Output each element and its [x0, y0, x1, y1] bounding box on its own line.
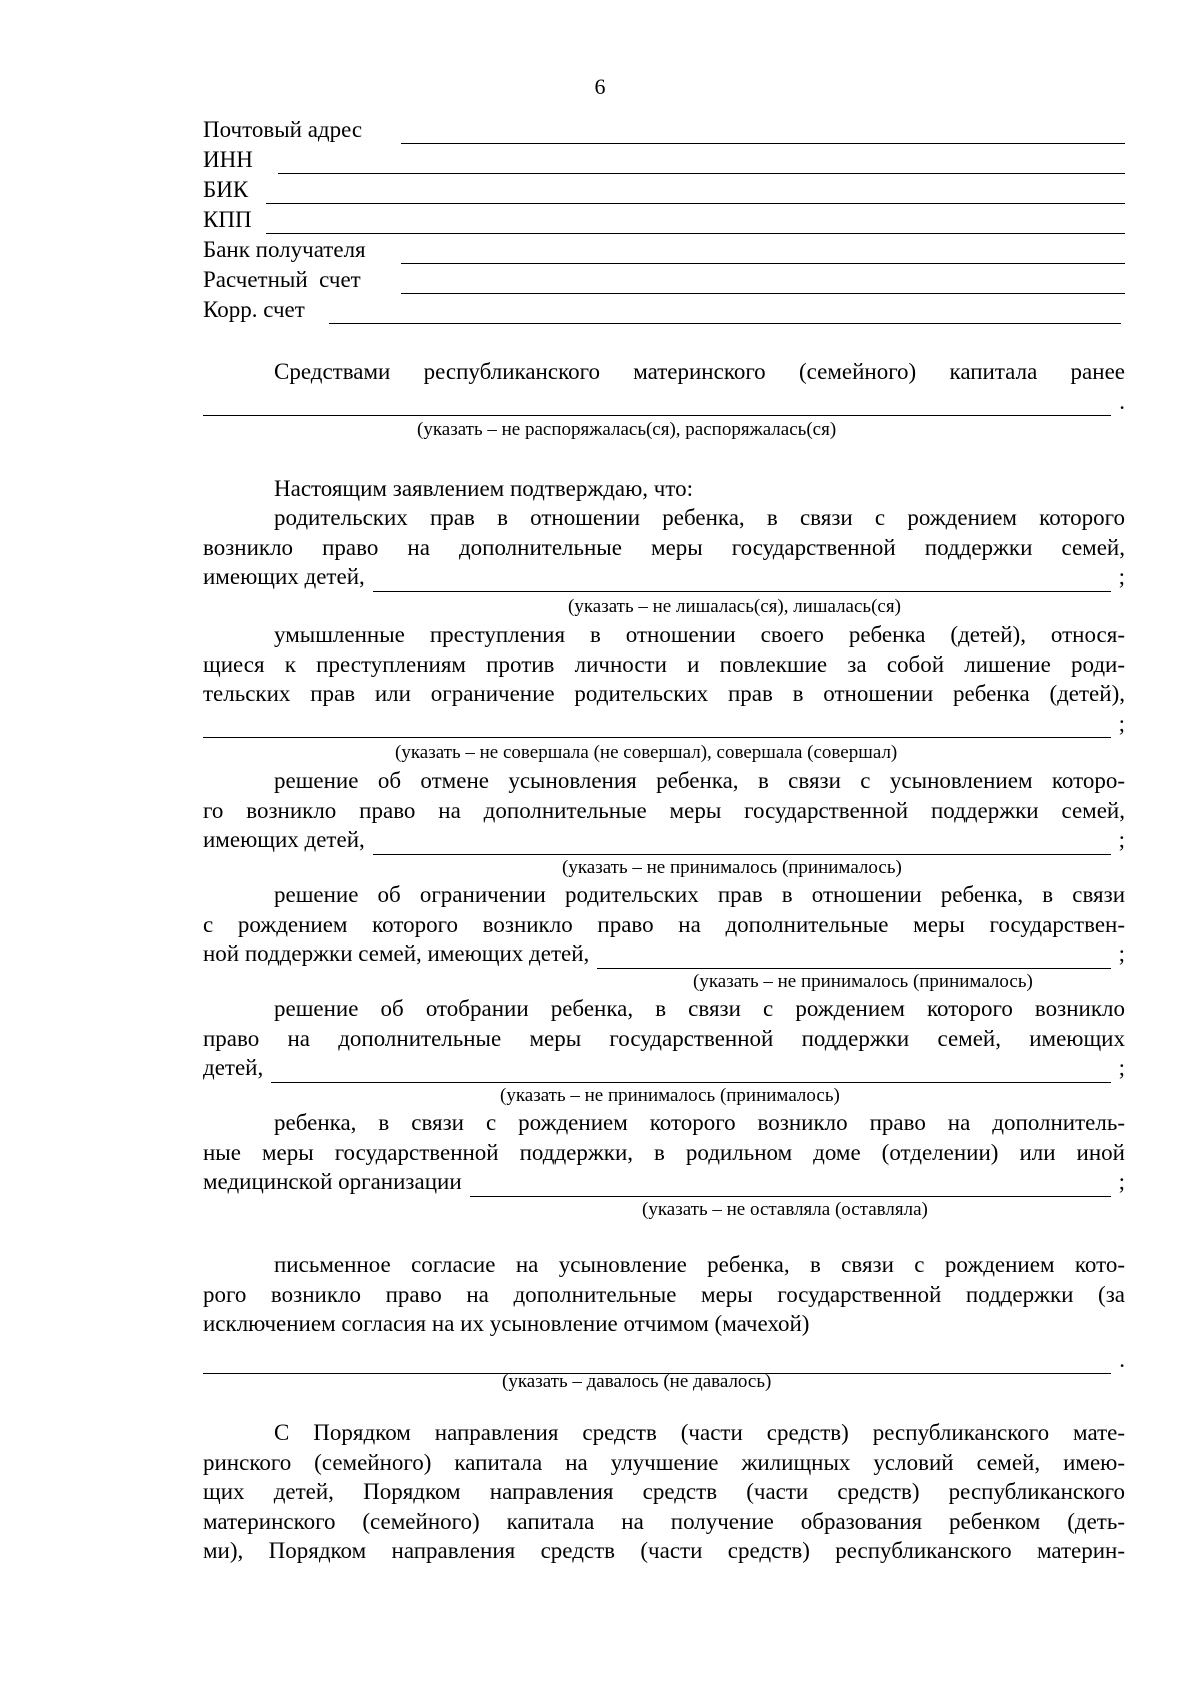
paragraph-line: право на дополнительные меры государственной поддержки семей, имеющих	[203, 1025, 1125, 1051]
line-end-mark: ;	[1118, 710, 1125, 736]
paragraph-line: ные меры государственной поддержки, в родильном доме (отделении) или иной	[203, 1139, 1125, 1165]
item-adoption-cancel	[203, 766, 1125, 855]
paragraph-line: детей,	[203, 1055, 264, 1080]
item-crimes	[203, 620, 1125, 738]
paragraph-line: ребенка, в связи с рождением которого возникло право на дополнитель-	[274, 1110, 1125, 1135]
answer-row	[203, 1345, 1125, 1375]
child-removal-answer-line[interactable]	[271, 1061, 1111, 1083]
field-kpp	[203, 206, 1125, 234]
hint-caption: (указать – не распоряжалась(ся), распоряжалась(ся)	[417, 419, 837, 440]
line-end-mark: ;	[1118, 564, 1125, 589]
postal-address-input-line[interactable]	[401, 122, 1125, 144]
line-end-mark: .	[1119, 1346, 1125, 1372]
paragraph-line: решение об отобрании ребенка, в связи с рождением которого возникло	[274, 996, 1125, 1021]
paragraph-line: имеющих детей,	[203, 564, 365, 589]
field-bik	[203, 176, 1125, 204]
paragraph-line: решение об ограничении родительских прав в отношении ребенка, в связи	[274, 882, 1125, 907]
field-label: ИНН	[203, 147, 253, 172]
paragraph-line: исключением согласия на их усыновление отчимом (мачехой)	[203, 1311, 810, 1336]
hint-caption: (указать – не совершала (не совершал), совершала (совершал)	[395, 742, 898, 763]
paragraph-line: умышленные преступления в отношении своего ребенка (детей), относя-	[274, 622, 1125, 647]
line-end-mark: ;	[1118, 1055, 1125, 1080]
final-paragraph	[203, 1418, 1125, 1566]
field-corr-account	[203, 296, 1121, 324]
line-end-mark: .	[1119, 388, 1125, 414]
paragraph-line: с рождением которого возникло право на дополнительные меры государствен-	[203, 911, 1125, 937]
item-child-removal	[203, 994, 1125, 1083]
line-end-mark: ;	[1118, 827, 1125, 852]
answer-row	[203, 825, 1125, 855]
answer-row	[203, 562, 1125, 592]
answer-row	[203, 387, 1125, 417]
paragraph-line: рого возникло право на дополнительные меры государственной поддержки (за	[203, 1281, 1125, 1307]
line-end-mark: ;	[1118, 941, 1125, 966]
hint-caption: (указать – не принималось (принималось)	[562, 857, 902, 878]
paragraph-line: Настоящим заявлением подтверждаю, что:	[274, 476, 694, 501]
paragraph-line: возникло право на дополнительные меры государственной поддержки семей,	[203, 534, 1125, 560]
field-settlement-account	[203, 266, 1125, 294]
maternity-hospital-answer-line[interactable]	[470, 1175, 1111, 1197]
hint-caption: (указать – не принималось (принималось)	[693, 971, 1033, 992]
answer-row	[203, 939, 1125, 969]
confirm-intro	[203, 474, 1125, 504]
answer-row	[203, 1053, 1125, 1083]
paragraph-line: решение об отмене усыновления ребенка, в связи с усыновлением которо-	[274, 768, 1125, 793]
field-label: Корр. счет	[203, 297, 305, 322]
field-inn	[203, 146, 1125, 174]
paragraph-line: Средствами республиканского материнского (семейного) капитала ранее	[274, 359, 1125, 384]
crimes-answer-line[interactable]	[203, 716, 1111, 738]
paragraph-line: щиеся к преступлениям против личности и повлекшие за собой лишение роди-	[203, 651, 1125, 677]
bank-input-line[interactable]	[401, 242, 1125, 264]
answer-row	[203, 1167, 1125, 1197]
capital-paragraph	[203, 357, 1125, 416]
item-adoption-consent	[203, 1250, 1125, 1374]
corr-account-input-line[interactable]	[329, 302, 1121, 324]
paragraph-line: С Порядком направления средств (части средств) республиканского мате-	[274, 1420, 1125, 1445]
field-label: Банк получателя	[203, 237, 366, 262]
paragraph-line: щих детей, Порядком направления средств (части средств) республиканского	[203, 1479, 1125, 1504]
paragraph-line: ми), Порядком направления средств (части средств) республиканского материн-	[203, 1538, 1125, 1563]
page-number: 6	[594, 74, 606, 99]
bik-input-line[interactable]	[266, 182, 1125, 204]
field-bank	[203, 236, 1125, 264]
item-rights-restriction	[203, 880, 1125, 969]
paragraph-line: го возникло право на дополнительные меры государственной поддержки семей,	[203, 797, 1125, 823]
paragraph-line: письменное согласие на усыновление ребенка, в связи с рождением кото-	[274, 1252, 1125, 1277]
field-label: Почтовый адрес	[203, 117, 363, 142]
paragraph-line: ринского (семейного) капитала на улучшение жилищных условий семей, имею-	[203, 1449, 1125, 1475]
field-label: Расчетный счет	[203, 267, 361, 292]
paragraph-line: имеющих детей,	[203, 827, 365, 852]
hint-caption: (указать – не лишалась(ся), лишалась(ся)	[568, 596, 901, 617]
hint-caption: (указать – давалось (не давалось)	[502, 1371, 772, 1392]
field-label: КПП	[203, 207, 252, 232]
hint-caption: (указать – не оставляла (оставляла)	[642, 1199, 928, 1220]
paragraph-line: родительских прав в отношении ребенка, в связи с рождением которого	[274, 505, 1125, 530]
paragraph-line: материнского (семейного) капитала на получение образования ребенком (деть-	[203, 1508, 1125, 1534]
field-label: БИК	[203, 177, 249, 202]
field-postal-address	[203, 116, 1125, 144]
paragraph-line: медицинской организации	[203, 1169, 462, 1194]
paragraph-line: ной поддержки семей, имеющих детей,	[203, 941, 590, 966]
settlement-account-input-line[interactable]	[401, 272, 1125, 294]
item-parental-rights	[203, 503, 1125, 592]
kpp-input-line[interactable]	[266, 212, 1125, 234]
capital-answer-line[interactable]	[203, 394, 1111, 416]
item-maternity-hospital	[203, 1108, 1125, 1197]
adoption-cancel-answer-line[interactable]	[373, 833, 1111, 855]
paragraph-line: тельских прав или ограничение родительских прав в отношении ребенка (детей),	[203, 681, 1125, 706]
hint-caption: (указать – не принималось (принималось)	[500, 1085, 840, 1106]
line-end-mark: ;	[1118, 1169, 1125, 1194]
inn-input-line[interactable]	[278, 152, 1125, 174]
rights-restriction-answer-line[interactable]	[597, 947, 1111, 969]
parental-rights-answer-line[interactable]	[373, 570, 1111, 592]
answer-row	[203, 709, 1125, 739]
